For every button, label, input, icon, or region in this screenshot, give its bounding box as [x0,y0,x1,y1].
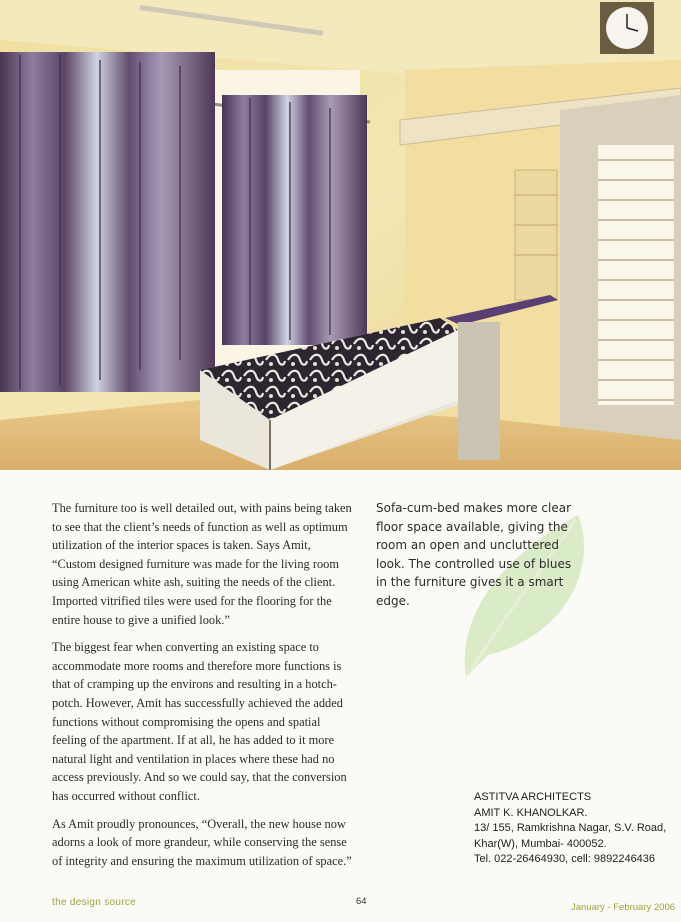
article-body [52,499,352,879]
paragraph-1: The furniture too is well detailed out, with pains being taken to see that the client’s needs of function as well as optimum utilization of the interior spaces is taken. Says Amit, “Custom designed furniture was made for the living room using American white ash, suiting the needs of the client. Imported vitrified tiles were used for the flooring for the entire house to give a unified look.” [52,501,352,627]
photo-caption: Sofa-cum-bed makes more clear floor space available, giving the room an open and uncluttered look. The controlled use of blues in the furniture gives it a smart edge. [376,501,572,608]
phone-line: Tel. 022-26464930, cell: 9892246436 [474,853,656,865]
magazine-name: the design source [52,897,137,908]
paragraph-3: As Amit proudly pronounces, “Overall, the new house now adorns a look of more grandeur, while conserving the sense of integrity and ensuring the maximum utilization of space.” [52,816,352,868]
address-line-1: 13/ 155, Ramkrishna Nagar, S.V. Road, [474,822,667,834]
architect-name: AMIT K. KHANOLKAR. [474,806,588,819]
paragraph-2: The biggest fear when converting an existing space to accommodate more rooms and therefore more functions is that of cramping up the environs and resulting in a hotch-potch. However, Amit has successfully achieved the added functions without compromising the opens and spatial feeling of the apartment. If at all, he has added to it more natural light and ventilation in places where these had no access previously. And so we could say, that the conversion has occurred without conflict. [52,640,347,803]
page-number: 64 [356,896,367,907]
issue-date: January - February 2006 [571,902,676,913]
firm-name: ASTITVA ARCHITECTS [474,791,592,803]
contact-block [474,790,679,868]
address-line-2: Khar(W), Mumbai- 400052. [474,837,607,850]
